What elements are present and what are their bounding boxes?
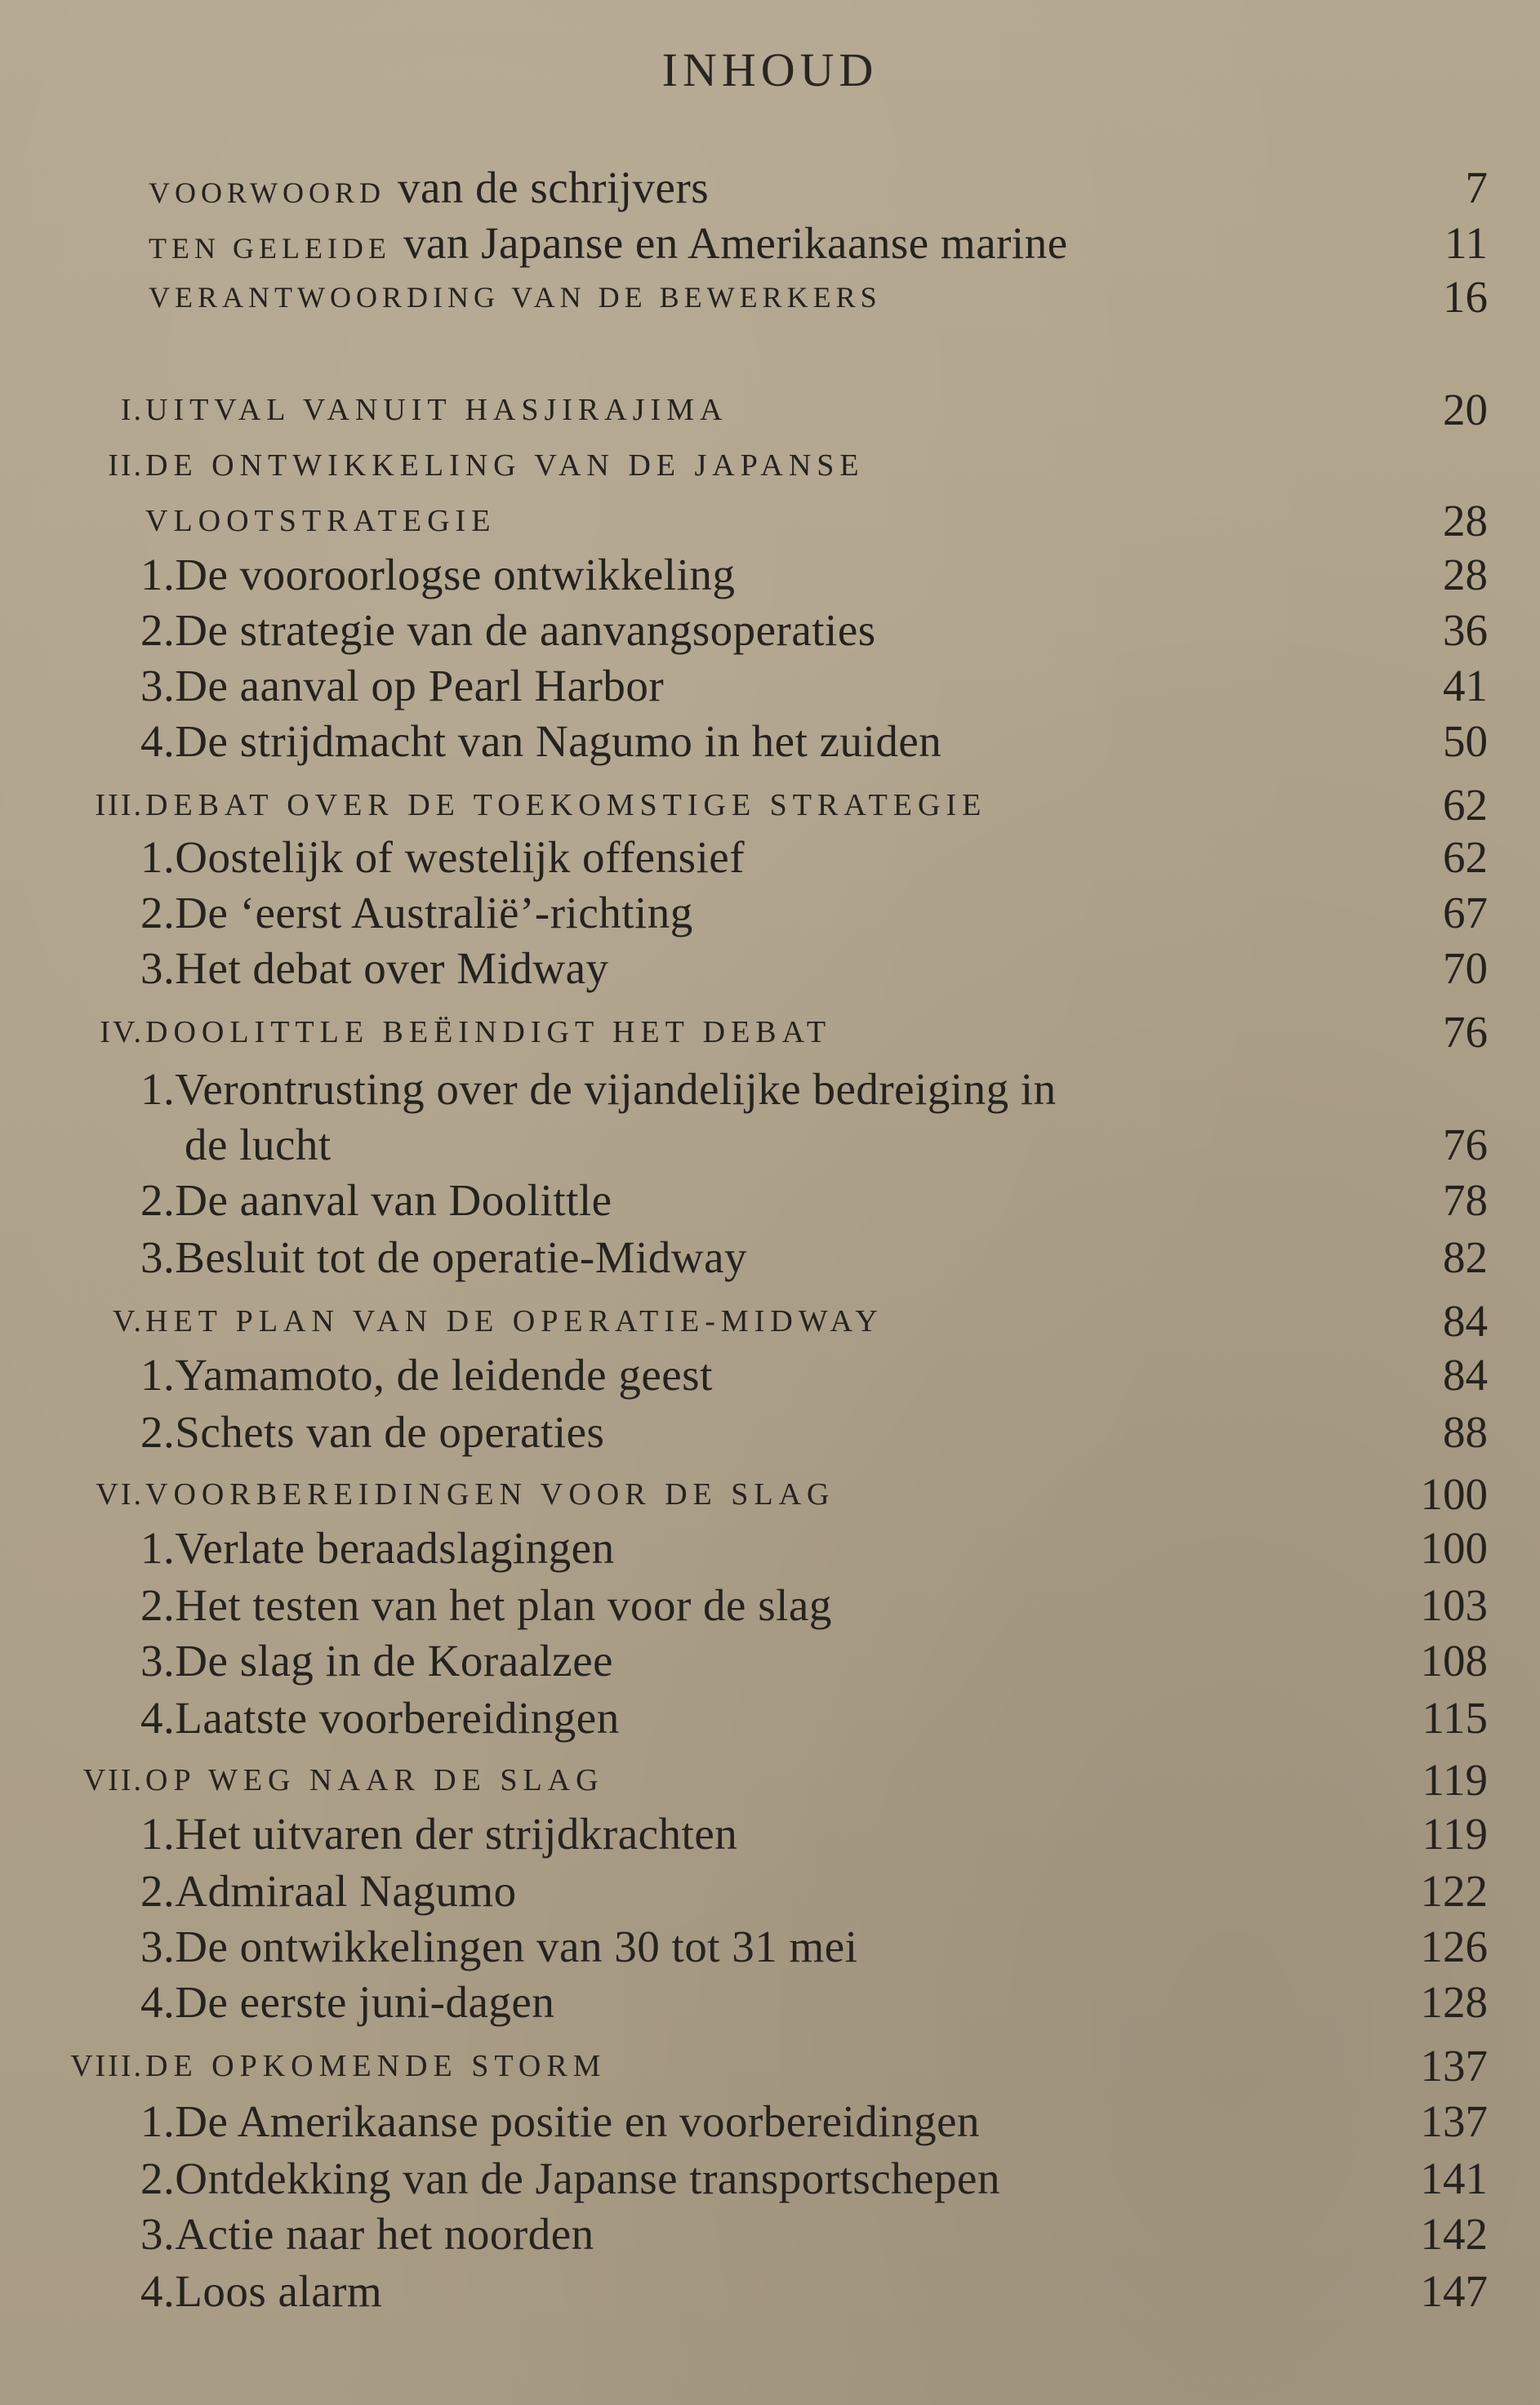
- chapter-number: VII.: [82, 1763, 144, 1797]
- section-title: De strijdmacht van Nagumo in het zuiden: [175, 716, 942, 766]
- section-number: 3.: [140, 661, 176, 710]
- section-row: [0, 831, 1540, 884]
- front-matter-item: [0, 162, 1540, 214]
- chapter-title: UITVAL VANUIT HASJIRAJIMA: [145, 393, 728, 427]
- section-row: [0, 1921, 1540, 1973]
- section-row-cont: [0, 1119, 1540, 1171]
- page-number: 115: [1422, 1693, 1488, 1743]
- section-row: [0, 660, 1540, 712]
- chapter-row: [0, 1006, 1540, 1058]
- chapter-title: HET PLAN VAN DE OPERATIE-MIDWAY: [145, 1304, 883, 1338]
- section-title: De aanval van Doolittle: [175, 1175, 612, 1225]
- chapter-title-cont: VLOOTSTRATEGIE: [145, 504, 496, 538]
- page-number: 28: [1443, 496, 1488, 546]
- section-number: 3.: [140, 1636, 176, 1686]
- section-number: 4.: [140, 716, 176, 766]
- page-number: 20: [1443, 385, 1488, 434]
- section-number: 2.: [140, 1580, 176, 1630]
- chapter-row: [0, 1754, 1540, 1806]
- section-row: [0, 1692, 1540, 1744]
- section-title: De eerste juni-dagen: [175, 1977, 555, 2027]
- section-row: [0, 2208, 1540, 2260]
- front-label: VOORWOORD: [149, 176, 386, 209]
- section-row: [0, 1635, 1540, 1687]
- page-number: 122: [1420, 1866, 1488, 1916]
- chapter-number: V.: [112, 1304, 144, 1338]
- section-row: [0, 549, 1540, 601]
- page-number: 62: [1443, 832, 1488, 882]
- section-row: [0, 1406, 1540, 1459]
- section-title: De ontwikkelingen van 30 tot 31 mei: [175, 1922, 858, 1971]
- page-number: 119: [1422, 1755, 1488, 1805]
- page-number: 76: [1443, 1007, 1488, 1057]
- section-title: Het debat over Midway: [175, 943, 609, 993]
- page-number: 84: [1443, 1350, 1488, 1400]
- section-title: Yamamoto, de leidende geest: [175, 1350, 713, 1400]
- page-number: 147: [1420, 2266, 1488, 2316]
- chapter-row-cont: [0, 495, 1540, 547]
- page-number: 137: [1420, 2041, 1488, 2091]
- page-number: 67: [1443, 888, 1488, 938]
- section-number: 4.: [140, 2266, 176, 2316]
- section-row: [0, 2265, 1540, 2318]
- section-number: 3.: [140, 943, 176, 993]
- chapter-row: [0, 1468, 1540, 1521]
- section-number: 4.: [140, 1693, 176, 1743]
- chapter-number: II.: [108, 448, 144, 483]
- section-title: Verontrusting over de vijandelijke bedreiging in: [175, 1064, 1057, 1114]
- section-number: 1.: [140, 2096, 176, 2146]
- section-title: Het uitvaren der strijdkrachten: [175, 1809, 738, 1859]
- section-row: [0, 604, 1540, 657]
- section-number: 3.: [140, 2209, 176, 2259]
- section-title: Verlate beraadslagingen: [175, 1523, 615, 1573]
- chapter-title: VOORBEREIDINGEN VOOR DE SLAG: [145, 1477, 835, 1512]
- chapter-number: VIII.: [70, 2049, 144, 2083]
- section-title: De Amerikaanse positie en voorbereidingen: [175, 2096, 980, 2146]
- section-row: [0, 715, 1540, 768]
- chapter-row: [0, 2040, 1540, 2092]
- chapter-number: I.: [120, 393, 144, 427]
- section-row: [0, 2153, 1540, 2205]
- page-number: 103: [1420, 1580, 1488, 1630]
- page-number: 78: [1443, 1175, 1488, 1225]
- section-row: [0, 887, 1540, 939]
- page-number: 84: [1443, 1296, 1488, 1346]
- page-number: 16: [1443, 272, 1488, 322]
- page-number: 82: [1443, 1232, 1488, 1282]
- chapter-title: DE ONTWIKKELING VAN DE JAPANSE: [145, 448, 865, 483]
- page-number: 41: [1443, 661, 1488, 710]
- page-number: 28: [1443, 550, 1488, 599]
- section-row: [0, 1579, 1540, 1632]
- section-title: Laatste voorbereidingen: [175, 1693, 620, 1743]
- section-row: [0, 1808, 1540, 1860]
- section-row: [0, 1174, 1540, 1227]
- section-title: Schets van de operaties: [175, 1407, 605, 1457]
- section-row: [0, 1349, 1540, 1401]
- section-number: 1.: [140, 1523, 176, 1573]
- section-title: Loos alarm: [175, 2266, 383, 2316]
- chapter-number: IV.: [100, 1015, 144, 1049]
- chapter-row: [0, 1295, 1540, 1347]
- page-number: 70: [1443, 943, 1488, 993]
- section-title: De ‘eerst Australië’-richting: [175, 888, 693, 938]
- front-rest: van de schrijvers: [398, 163, 710, 212]
- page-number: 62: [1443, 780, 1488, 830]
- section-row: [0, 1063, 1540, 1116]
- section-number: 2.: [140, 1407, 176, 1457]
- section-title: Admiraal Nagumo: [175, 1866, 517, 1916]
- section-row: [0, 2095, 1540, 2148]
- page-number: 108: [1420, 1636, 1488, 1686]
- section-number: 2.: [140, 1175, 176, 1225]
- section-row: [0, 1231, 1540, 1284]
- page-number: 100: [1420, 1469, 1488, 1519]
- section-title-cont: de lucht: [185, 1120, 332, 1169]
- front-label: TEN GELEIDE: [149, 232, 391, 265]
- page-number: 76: [1443, 1120, 1488, 1169]
- section-title: Ontdekking van de Japanse transportschepen: [175, 2153, 1000, 2203]
- section-title: De aanval op Pearl Harbor: [175, 661, 665, 710]
- page-number: 11: [1444, 218, 1488, 268]
- page-number: 50: [1443, 716, 1488, 766]
- section-number: 2.: [140, 888, 176, 938]
- section-number: 1.: [140, 1064, 176, 1114]
- section-title: De vooroorlogse ontwikkeling: [175, 550, 736, 599]
- section-number: 4.: [140, 1977, 176, 2027]
- section-title: Actie naar het noorden: [175, 2209, 594, 2259]
- section-row: [0, 1522, 1540, 1574]
- page-number: 142: [1420, 2209, 1488, 2259]
- chapter-title: OP WEG NAAR DE SLAG: [145, 1763, 604, 1797]
- section-row: [0, 1865, 1540, 1917]
- section-title: Het testen van het plan voor de slag: [175, 1580, 832, 1630]
- section-number: 3.: [140, 1922, 176, 1971]
- section-title: Oostelijk of westelijk offensief: [175, 832, 746, 882]
- page-number: 119: [1422, 1809, 1488, 1859]
- chapter-title: DE OPKOMENDE STORM: [145, 2049, 607, 2083]
- chapter-title: DEBAT OVER DE TOEKOMSTIGE STRATEGIE: [145, 788, 987, 822]
- section-number: 1.: [140, 832, 176, 882]
- page-number: 36: [1443, 605, 1488, 655]
- front-label: VERANTWOORDING VAN DE BEWERKERS: [149, 281, 882, 314]
- section-row: [0, 942, 1540, 995]
- section-number: 3.: [140, 1232, 176, 1282]
- page-number: 141: [1420, 2153, 1488, 2203]
- chapter-row: [0, 779, 1540, 831]
- section-number: 2.: [140, 605, 176, 655]
- page-title: INHOUD: [661, 43, 879, 96]
- section-title: Besluit tot de operatie-Midway: [175, 1232, 748, 1282]
- chapter-row: [0, 384, 1540, 436]
- section-number: 2.: [140, 1866, 176, 1916]
- page-number: 126: [1420, 1922, 1488, 1971]
- chapter-number: VI.: [96, 1477, 144, 1512]
- section-number: 1.: [140, 1809, 176, 1859]
- chapter-title: DOOLITTLE BEËINDIGT HET DEBAT: [145, 1015, 832, 1049]
- page-number: 137: [1420, 2096, 1488, 2146]
- chapter-number: III.: [95, 788, 144, 822]
- section-title: De slag in de Koraalzee: [175, 1636, 614, 1686]
- front-matter-item: [0, 271, 1540, 323]
- section-number: 1.: [140, 1350, 176, 1400]
- section-row: [0, 1976, 1540, 2029]
- page-number: 88: [1443, 1407, 1488, 1457]
- section-title: De strategie van de aanvangsoperaties: [175, 605, 876, 655]
- section-number: 1.: [140, 550, 176, 599]
- front-matter-item: [0, 217, 1540, 269]
- page-number: 7: [1465, 163, 1488, 212]
- front-rest: van Japanse en Amerikaanse marine: [403, 218, 1068, 268]
- page-number: 100: [1420, 1523, 1488, 1573]
- section-number: 2.: [140, 2153, 176, 2203]
- chapter-row: [0, 439, 1540, 492]
- page-number: 128: [1420, 1977, 1488, 2027]
